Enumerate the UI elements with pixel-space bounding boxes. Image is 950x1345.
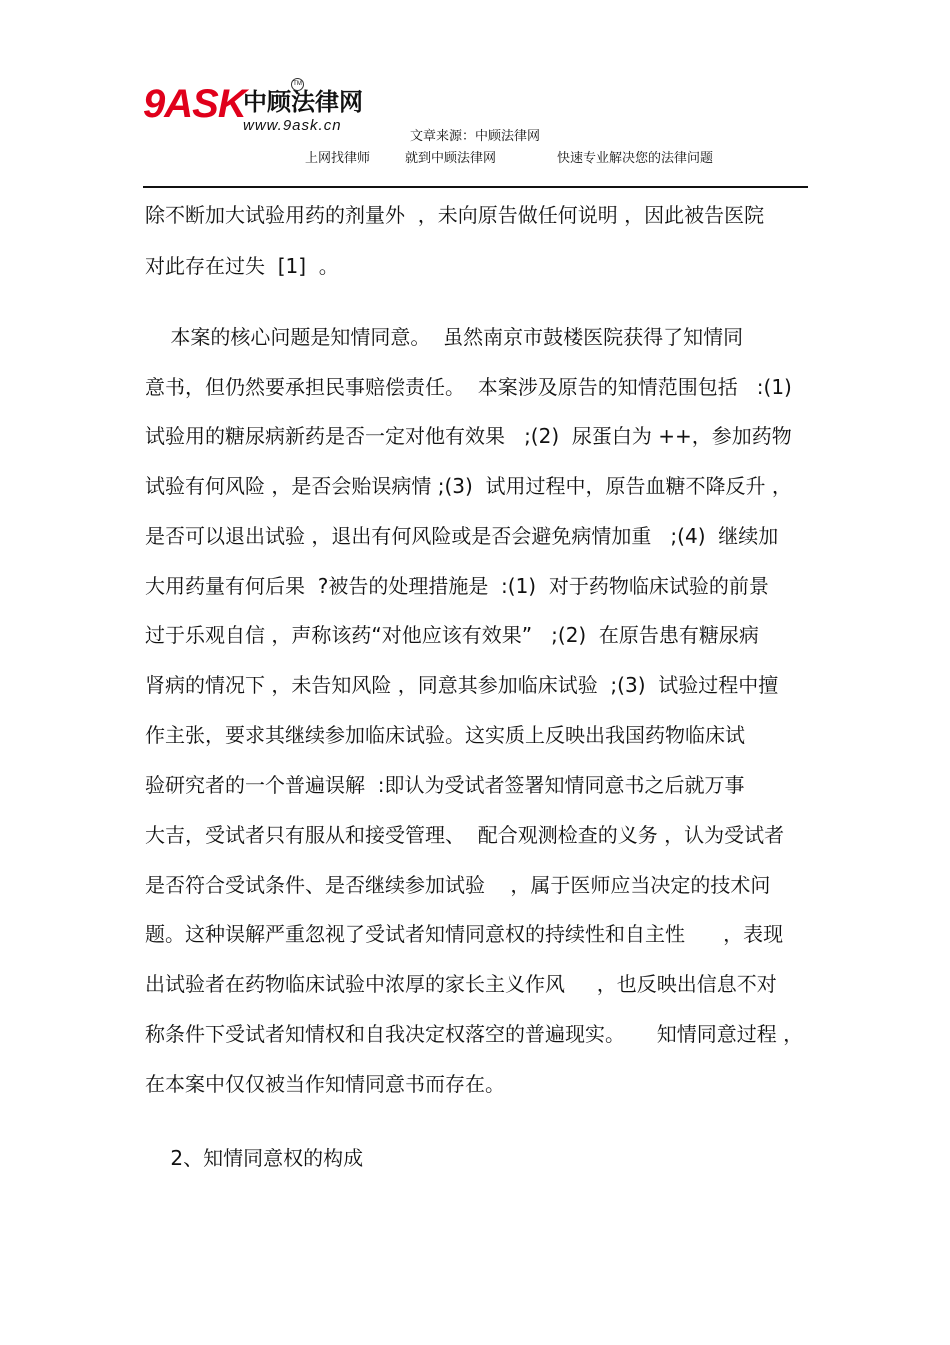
- body-line: 出试验者在药物临床试验中浓厚的家长主义作风 ，也反映出信息不对: [145, 972, 777, 996]
- logo-url: www.9ask.cn: [243, 117, 342, 134]
- logo-name: 中顾法律网: [243, 88, 363, 116]
- body-line: 肾病的情况下 ，未告知风险 ，同意其参加临床试验 ;(3) 试验过程中擅: [145, 673, 779, 697]
- body-line: 对此存在过失 [1] 。: [145, 254, 339, 278]
- body-line: 在本案中仅仅被当作知情同意书而存在。: [145, 1072, 505, 1096]
- section-heading: 2、知情同意权的构成: [145, 1146, 364, 1170]
- body-line: 题。这种误解严重忽视了受试者知情同意权的持续性和自主性 ，表现: [145, 922, 784, 946]
- body-line: 验研究者的一个普遍误解 :即认为受试者签署知情同意书之后就万事: [145, 773, 745, 797]
- body-line: 除不断加大试验用药的剂量外 ，未向原告做任何说明 ，因此被告医院: [145, 203, 765, 227]
- body-line: 意书，但仍然要承担民事赔偿责任。 本案涉及原告的知情范围包括 :(1): [145, 375, 792, 399]
- body-line: 大用药量有何后果 ?被告的处理措施是 :(1) 对于药物临床试验的前景: [145, 574, 769, 598]
- header-link-site[interactable]: 就到中顾法律网: [405, 151, 497, 166]
- body-line: 过于乐观自信 ，声称该药“对他应该有效果” ;(2) 在原告患有糖尿病: [145, 623, 759, 647]
- body-line: 作主张，要求其继续参加临床试验。这实质上反映出我国药物临床试: [145, 723, 745, 747]
- body-line: 是否可以退出试验 ，退出有何风险或是否会避免病情加重 ;(4) 继续加: [145, 524, 779, 548]
- body-line: 是否符合受试条件、是否继续参加试验 ，属于医师应当决定的技术问: [145, 873, 771, 897]
- header-divider: [143, 186, 808, 188]
- site-logo[interactable]: [143, 78, 388, 138]
- body-line: 试验用的糖尿病新药是否一定对他有效果 ;(2) 尿蛋白为 ++，参加药物: [145, 424, 792, 448]
- body-line: 大吉，受试者只有服从和接受管理、 配合观测检查的义务 ，认为受试者: [145, 823, 785, 847]
- trademark-icon: TM: [291, 78, 304, 91]
- body-line: 称条件下受试者知情权和自我决定权落空的普遍现实。 知情同意过程 ，: [145, 1022, 804, 1046]
- body-line: 本案的核心问题是知情同意。 虽然南京市鼓楼医院获得了知情同: [145, 325, 744, 349]
- body-line: 试验有何风险 ，是否会贻误病情 ;(3) 试用过程中，原告血糖不降反升 ，: [145, 474, 792, 498]
- header-link-solve-problems[interactable]: 快速专业解决您的法律问题: [557, 151, 714, 166]
- article-source: 文章来源：中顾法律网: [410, 129, 541, 144]
- logo-mark: 9ASK: [143, 82, 246, 126]
- header-link-find-lawyer[interactable]: 上网找律师: [305, 151, 371, 166]
